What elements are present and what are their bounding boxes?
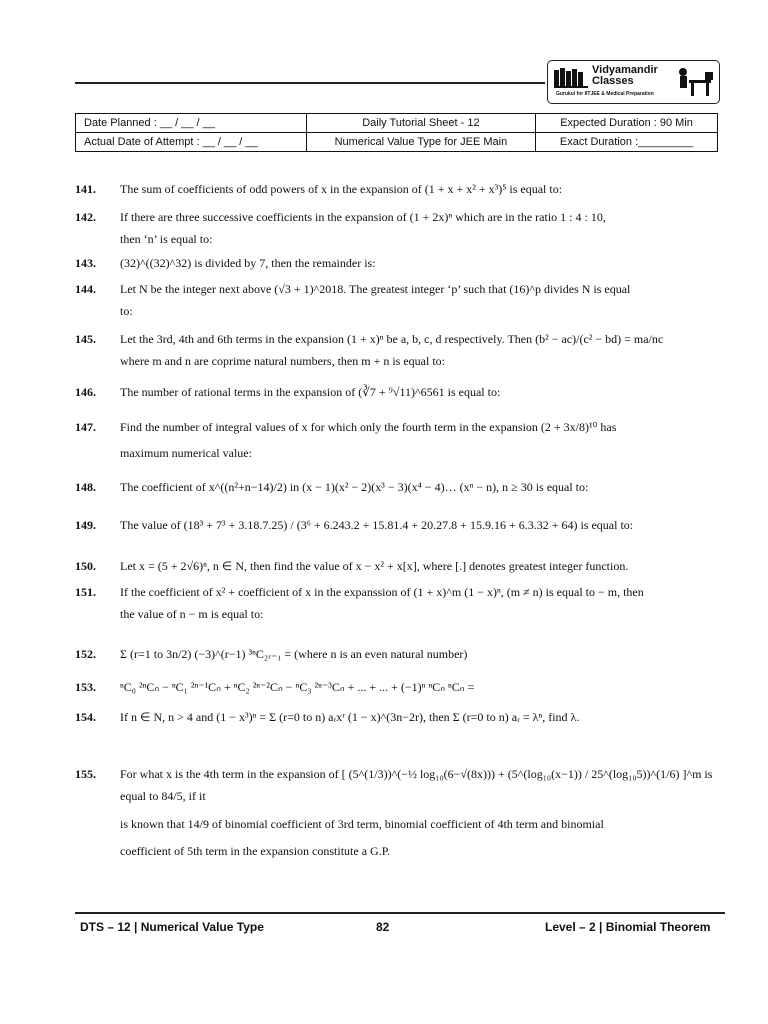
question-145: 145. Let the 3rd, 4th and 6th terms in the expansion (1 + x)ⁿ be a, b, c, d respectively. Then (b² − ac)/(c² − bd) = ma/nc where m and n are coprime natural numbers, then m + n is equal to:: [75, 332, 664, 368]
logo-name: Vidyamandir Classes: [592, 64, 658, 87]
header-table: [75, 113, 718, 152]
sheet-type: Numerical Value Type for JEE Main: [306, 133, 535, 152]
scholar-icon: [675, 66, 715, 98]
expected-duration: Expected Duration : 90 Min: [536, 114, 718, 133]
footer-right: Level – 2 | Binomial Theorem: [545, 920, 711, 934]
question-151: 151. If the coefficient of x² + coefficient of x in the expanssion of (1 + x)^m (1 − x)ⁿ, (m ≠ n) is equal to − m, then the value of n − m is equal to:: [75, 585, 644, 621]
question-144: 144. Let N be the integer next above (√3 + 1)^2018. The greatest integer ‘p’ such that (16)^p divides N is equal to:: [75, 282, 631, 318]
footer-rule: [75, 912, 725, 914]
sheet-title: Daily Tutorial Sheet - 12: [306, 114, 535, 133]
date-planned: Date Planned : __ / __ / __: [76, 114, 307, 133]
books-icon: [554, 68, 588, 88]
logo: [547, 60, 720, 104]
exact-duration: Exact Duration :_________: [536, 133, 718, 152]
top-rule: [75, 82, 545, 84]
question-155: 155. For what x is the 4th term in the expansion of [ (5^(1/3))^(−½ log₁₀(6−√(8x))) + (5^(log₁₀(x−1)) / 25^(log₁₀5))^(1/6) ]^m is equal to 84/5, if it is known that 14/9 of binomial coefficient of 3rd term, binomial coefficient of 4th term and binomial coefficient of 5th term in the expansion constitute a G.P.: [75, 767, 713, 858]
question-142: 142. If there are three successive coefficients in the expansion of (1 + 2x)ⁿ which are in the ratio 1 : 4 : 10, then ‘n’ is equal to:: [75, 210, 606, 246]
question-147: 147. Find the number of integral values of x for which only the fourth term in the expansion (2 + 3x/8)¹⁰ has maximum numerical value:: [75, 420, 617, 460]
actual-date: Actual Date of Attempt : __ / __ / __: [76, 133, 307, 152]
footer-left: DTS – 12 | Numerical Value Type: [80, 920, 264, 934]
logo-tagline: Gurukul for IITJEE & Medical Preparation: [556, 91, 654, 97]
page-number: 82: [376, 920, 390, 934]
